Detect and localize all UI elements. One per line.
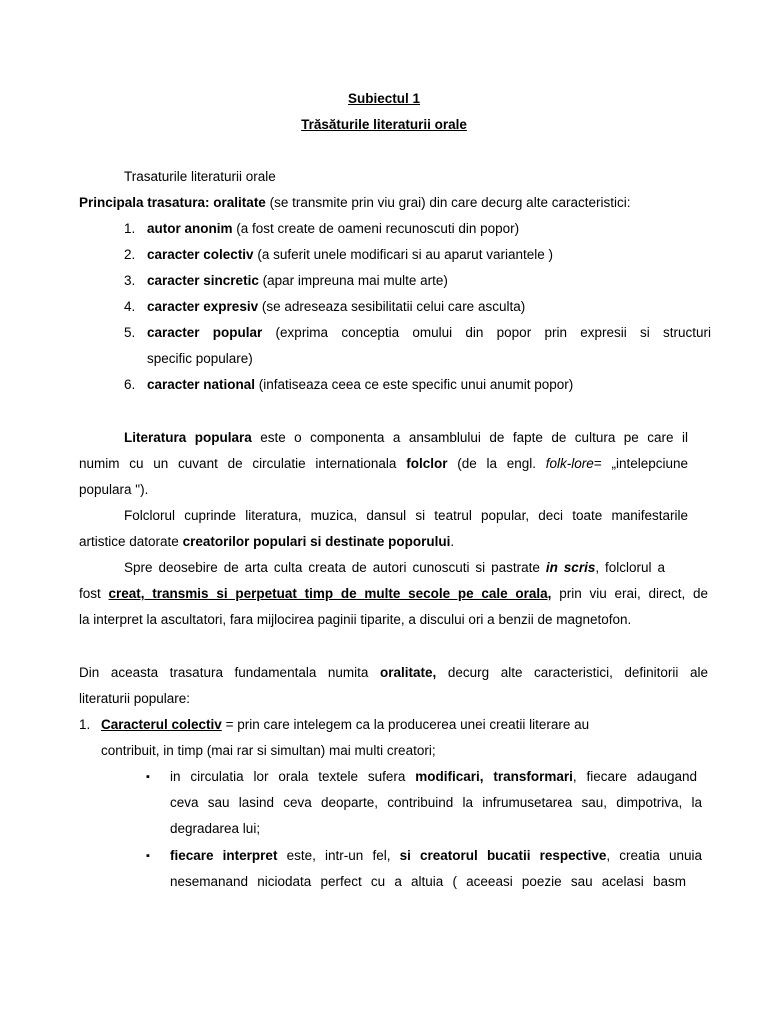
bold-phrase: oralitate, — [380, 665, 437, 680]
bullet-line: nesemanand niciodata perfect cu a altuia ( aceeasi poezie sau acelasi basm — [170, 874, 686, 889]
text-span: in circulatia lor orala textele sufera — [170, 769, 416, 784]
list-item — [147, 220, 519, 238]
page-title: Subiectul 1 — [347, 91, 420, 106]
text-span: prin viu erai, direct, de — [551, 586, 709, 601]
list-number: 5. — [124, 325, 136, 340]
list-item-text: (a suferit unele modificari si au aparut variantele ) — [253, 247, 553, 262]
text-span: artistice datorate — [79, 534, 183, 549]
list-item-text: (infatiseaza ceea ce este specific unui anumit popor) — [255, 377, 574, 392]
text-span: Din aceasta trasatura fundamentala numita — [79, 665, 381, 680]
text-span: este, intr-un fel, — [277, 848, 400, 863]
paragraph-line — [124, 429, 688, 447]
bold-underlined-phrase: Caracterul colectiv — [101, 717, 222, 732]
text-span: , creatia unuia — [606, 848, 703, 863]
list-number: 2. — [124, 247, 136, 262]
paragraph-line: populara "). — [79, 482, 149, 497]
bullet-line — [170, 847, 702, 865]
list-number: 1. — [124, 221, 136, 236]
list-item-term: caracter national — [147, 377, 256, 392]
bold-phrase: folclor — [406, 456, 448, 471]
paragraph-line — [79, 585, 708, 603]
text-span: (de la engl. — [447, 456, 546, 471]
list-item-term: autor anonim — [147, 221, 233, 236]
list-item — [147, 376, 573, 394]
page-subtitle: Trăsăturile literaturii orale — [301, 117, 467, 132]
text-span: fost — [79, 586, 109, 601]
bold-phrase: fiecare interpret — [170, 848, 278, 863]
paragraph-line: literaturii populare: — [79, 691, 191, 706]
text-span: Spre deosebire de arta culta creata de autori cunoscuti si pastrate — [124, 560, 546, 575]
bullet-line — [170, 768, 697, 786]
bold-underlined-phrase: creat, transmis si perpetuat timp de multe secole pe cale orala, — [108, 586, 552, 601]
list-item-text: (a fost create de oameni recunoscuti din popor) — [232, 221, 520, 236]
list-number: 3. — [124, 273, 136, 288]
paragraph-line: Folclorul cuprinde literatura, muzica, dansul si teatrul popular, deci toate manifestarile — [124, 508, 688, 523]
paragraph-line — [79, 664, 708, 682]
text-span: . — [450, 534, 455, 549]
bold-phrase: Literatura populara — [124, 430, 252, 445]
list-item-text: (exprima conceptia omului din popor prin expresii si structuri — [262, 325, 711, 340]
bullet-icon: ▪ — [146, 771, 150, 783]
paragraph-line — [79, 455, 688, 473]
paragraph-line — [124, 559, 665, 577]
bullet-line: ceva sau lasind ceva deoparte, contribuind la infrumusetarea sau, dimpotriva, la — [170, 795, 702, 810]
principal-text: (se transmite prin viu grai) din care decurg alte caracteristici: — [265, 195, 631, 210]
list-number: 6. — [124, 377, 136, 392]
italic-phrase: folk-lore — [545, 456, 594, 471]
list-item-text: (apar impreuna mai multe arte) — [258, 273, 448, 288]
list-item — [147, 298, 525, 316]
paragraph-line: la interpret la ascultatori, fara mijlocirea paginii tiparite, a discului ori a benzii de magnetofon. — [79, 612, 632, 627]
list-item — [101, 716, 589, 734]
principal-line — [79, 194, 630, 212]
list-item-continuation: contribuit, in timp (mai rar si simultan) mai multi creatori; — [101, 743, 436, 758]
list-item-term: caracter colectiv — [147, 247, 254, 262]
text-span: = „intelepciune — [593, 456, 689, 471]
text-span: , fiecare adaugand — [572, 769, 697, 784]
list-number: 1. — [79, 717, 91, 732]
list-item-term: caracter expresiv — [147, 299, 259, 314]
list-item-continuation: specific populare) — [147, 351, 253, 366]
italic-phrase: in scris — [545, 560, 596, 575]
list-item-term: caracter sincretic — [147, 273, 259, 288]
principal-label: Principala trasatura: oralitate — [79, 195, 266, 210]
text-span: numim cu un cuvant de circulatie internationala — [79, 456, 407, 471]
text-span: , folclorul a — [595, 560, 666, 575]
list-number: 4. — [124, 299, 136, 314]
text-span: decurg alte caracteristici, definitorii ale — [436, 665, 709, 680]
text-span: = prin care intelegem ca la producerea unei creatii literare au — [221, 717, 590, 732]
bullet-icon: ▪ — [146, 850, 150, 862]
list-item — [147, 246, 553, 264]
intro-line: Trasaturile literaturii orale — [124, 169, 276, 184]
text-span: este o componenta a ansamblului de fapte de cultura pe care il — [251, 430, 688, 445]
bold-phrase: creatorilor populari si destinate poporului — [182, 534, 451, 549]
list-item — [147, 324, 711, 342]
list-item-text: (se adreseaza sesibilitatii celui care asculta) — [258, 299, 526, 314]
bold-phrase: modificari, transformari — [415, 769, 573, 784]
bold-phrase: si creatorul bucatii respective — [399, 848, 607, 863]
paragraph-line — [79, 533, 454, 551]
bold-italic-phrase — [546, 560, 595, 575]
bullet-line: degradarea lui; — [170, 821, 261, 836]
list-item — [147, 272, 448, 290]
list-item-term: caracter popular — [147, 325, 263, 340]
